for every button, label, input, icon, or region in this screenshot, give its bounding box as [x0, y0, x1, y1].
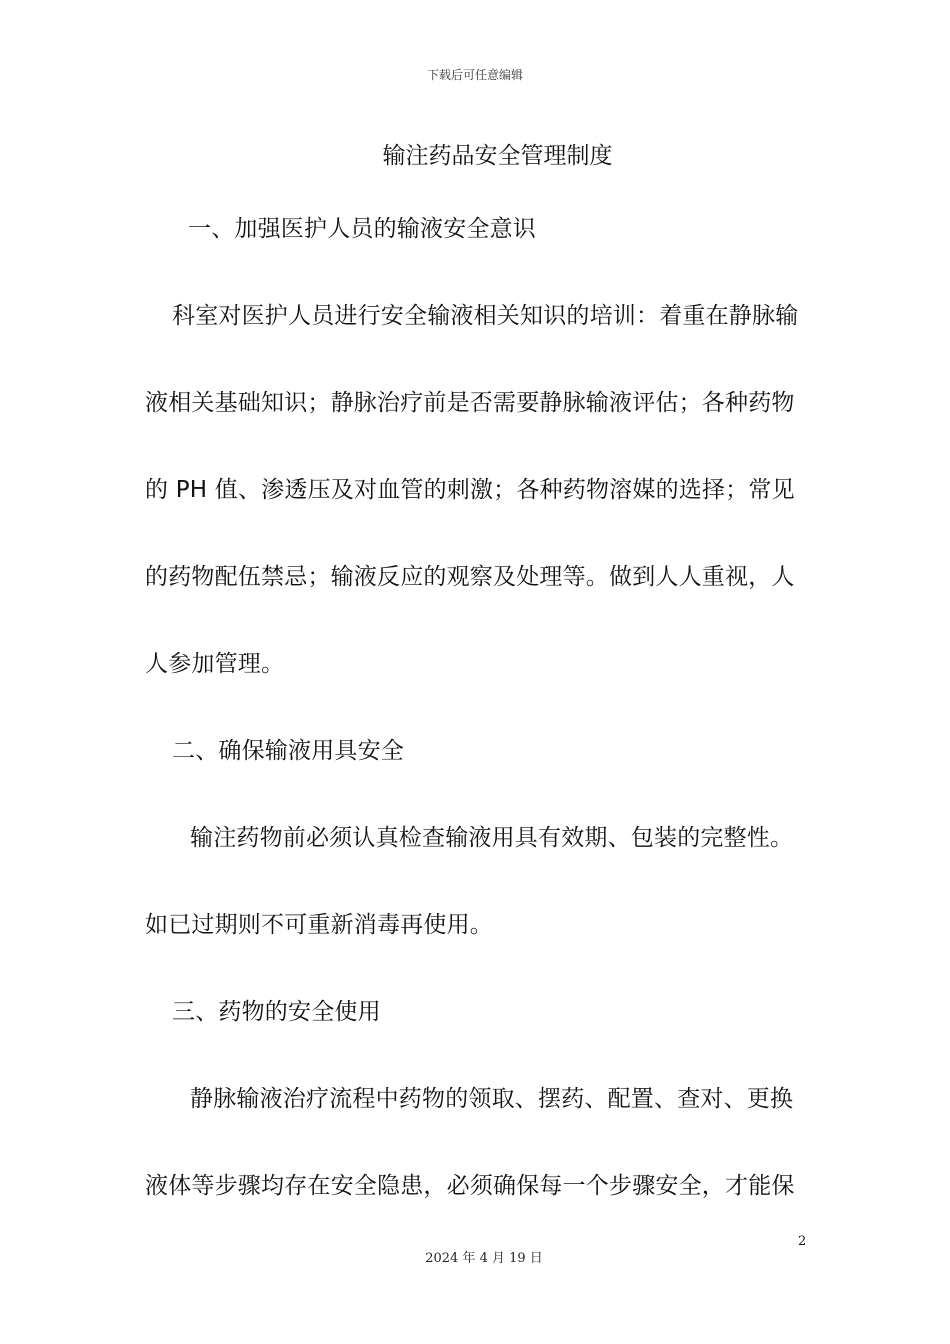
paragraph-line: 液相关基础知识；静脉治疗前是否需要静脉输液评估；各种药物: [145, 390, 795, 416]
page-header-note: 下载后可任意编辑: [426, 68, 523, 82]
section-heading-3: 三、药物的安全使用: [172, 999, 381, 1025]
paragraph-line: 科室对医护人员进行安全输液相关知识的培训：着重在静脉输: [172, 303, 799, 329]
paragraph-line: 的 PH 值、渗透压及对血管的刺激；各种药物溶媒的选择；常见: [145, 477, 795, 503]
paragraph-line: 液体等步骤均存在安全隐患，必须确保每一个步骤安全，才能保: [145, 1173, 795, 1199]
section-heading-2: 二、确保输液用具安全: [172, 738, 404, 764]
paragraph-line: 的药物配伍禁忌；输液反应的观察及处理等。做到人人重视，人: [145, 564, 795, 590]
paragraph-line: 人参加管理。: [145, 651, 285, 677]
document-title: 输注药品安全管理制度: [382, 143, 613, 169]
paragraph-line: 输注药物前必须认真检查输液用具有效期、包装的完整性。: [190, 825, 794, 851]
paragraph-line: 静脉输液治疗流程中药物的领取、摆药、配置、查对、更换: [190, 1086, 794, 1112]
paragraph-line: 如已过期则不可重新消毒再使用。: [145, 912, 493, 938]
section-heading-1: 一、加强医护人员的输液安全意识: [188, 216, 536, 242]
footer-date: 2024 年 4 月 19 日: [425, 1251, 543, 1266]
page-number: 2: [798, 1234, 807, 1249]
